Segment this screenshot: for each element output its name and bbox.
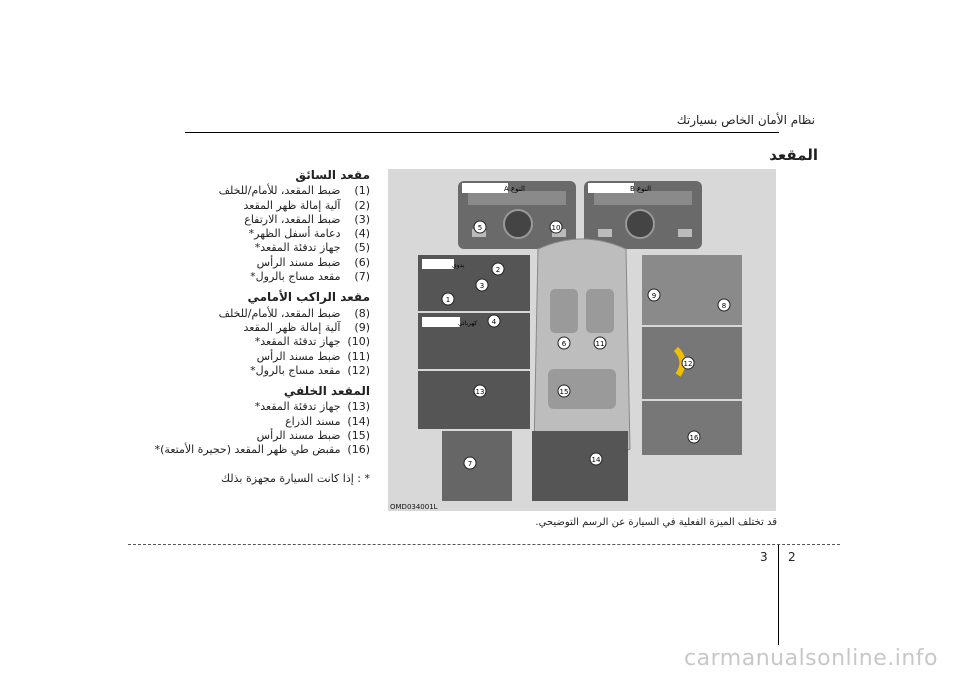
callout-number: 8 <box>721 302 727 310</box>
header-rule <box>185 132 779 133</box>
legend-item-number: (14) <box>347 414 370 428</box>
legend-item-number: (11) <box>347 349 370 363</box>
legend-item-label: ضبط مسند الرأس <box>256 255 341 269</box>
callout-number: 1 <box>445 296 451 304</box>
legend-item <box>120 321 370 335</box>
watermark: carmanualsonline.info <box>684 646 938 671</box>
callout-number: 9 <box>651 292 657 300</box>
legend-note: * : إذا كانت السيارة مجهزة بذلك <box>221 471 370 485</box>
callout-number: 6 <box>561 340 567 348</box>
seat-illustration <box>388 169 776 511</box>
callout-number: 11 <box>595 340 605 348</box>
legend-item-label: مقعد مساج بالرول* <box>250 270 341 284</box>
rear-door-panel <box>418 371 530 429</box>
callout-number: 2 <box>495 266 501 274</box>
running-header: نظام الأمان الخاص بسيارتك <box>676 113 815 127</box>
legend-list-driver <box>120 184 370 284</box>
legend-item <box>120 256 370 270</box>
legend-item <box>120 227 370 241</box>
legend-item-label: ضبط المقعد، الارتفاع <box>244 212 341 226</box>
legend-item-number: (5) <box>354 241 370 255</box>
legend-item-number: (15) <box>347 429 370 443</box>
callout-number: 15 <box>559 388 569 396</box>
legend-section-passenger: مقعد الراكب الأمامي <box>247 290 370 305</box>
callout-number: 4 <box>491 318 497 326</box>
legend-item <box>120 350 370 364</box>
legend-item <box>120 443 370 457</box>
legend-item-number: (16) <box>347 443 370 457</box>
callout-number: 16 <box>689 434 699 442</box>
legend-item <box>120 364 370 378</box>
manual-label: يدوي <box>452 262 465 269</box>
car-top-view <box>534 239 630 459</box>
seat-illustration-svg <box>388 169 776 511</box>
legend-item-label: جهاز تدفئة المقعد* <box>254 241 341 255</box>
trunk-panel <box>642 401 742 455</box>
legend-item-label: جهاز تدفئة المقعد* <box>254 335 341 349</box>
footer-dashed-rule <box>128 544 840 545</box>
legend-item-number: (7) <box>354 270 370 284</box>
legend-item <box>120 199 370 213</box>
legend-list-passenger <box>120 307 370 378</box>
legend-item-label: ضبط مسند الرأس <box>256 349 341 363</box>
legend-item-number: (2) <box>354 198 370 212</box>
figure-code: OMD034001L <box>390 503 438 511</box>
callout-number: 12 <box>683 360 693 368</box>
legend-item-number: (4) <box>354 227 370 241</box>
legend-item-number: (8) <box>354 306 370 320</box>
legend-item-label: مسند الذراع <box>285 414 341 428</box>
legend-section-driver: مقعد السائق <box>295 168 370 182</box>
legend-item-number: (12) <box>347 363 370 377</box>
legend-item <box>120 213 370 227</box>
legend-item <box>120 400 370 414</box>
footnote: قد تختلف الميزة الفعلية في السيارة عن الرسم التوضيحي. <box>535 517 777 528</box>
legend-item-label: مقعد مساج بالرول* <box>250 363 341 377</box>
seat-side-panel <box>442 431 512 501</box>
legend-item-label: دعامة أسفل الظهر* <box>248 227 341 241</box>
legend-item <box>120 184 370 198</box>
footer-vertical-rule <box>778 545 779 645</box>
legend-item-number: (6) <box>354 255 370 269</box>
legend-item-label: آلية إمالة ظهر المقعد <box>243 198 341 212</box>
chapter-number: 3 <box>760 550 768 564</box>
legend-item-label: آلية إمالة ظهر المقعد <box>243 320 341 334</box>
legend-item-number: (10) <box>347 335 370 349</box>
legend-list-rear <box>120 400 370 457</box>
callout-number: 14 <box>591 456 601 464</box>
legend-item <box>120 415 370 429</box>
legend <box>120 168 370 486</box>
callout-number: 10 <box>551 224 561 232</box>
armrest-panel <box>532 431 628 501</box>
legend-item-number: (1) <box>354 184 370 198</box>
type-b-label: النوع B <box>630 185 652 193</box>
legend-item <box>120 429 370 443</box>
legend-item-number: (13) <box>347 400 370 414</box>
callout-number: 13 <box>475 388 485 396</box>
callout-number: 3 <box>479 282 485 290</box>
legend-item <box>120 307 370 321</box>
legend-item-label: مقبض طي ظهر المقعد (حجيرة الأمتعة)* <box>154 443 341 457</box>
callout-number: 7 <box>467 460 473 468</box>
legend-item-number: (9) <box>354 320 370 334</box>
legend-item-number: (3) <box>354 212 370 226</box>
type-a-label-box <box>462 183 508 193</box>
electric-label: كهربائي <box>458 320 478 327</box>
legend-item-label: ضبط المقعد، للأمام/للخلف <box>218 306 341 320</box>
legend-item-label: ضبط المقعد، للأمام/للخلف <box>218 184 341 198</box>
legend-section-rear: المقعد الخلفي <box>283 384 370 399</box>
legend-item <box>120 270 370 284</box>
page-heading: المقعد <box>769 146 818 164</box>
legend-item-label: ضبط مسند الرأس <box>256 429 341 443</box>
legend-item <box>120 241 370 255</box>
callout-number: 5 <box>477 224 483 232</box>
legend-item <box>120 335 370 349</box>
type-a-label: النوع A <box>504 185 526 193</box>
type-b-label-box <box>588 183 634 193</box>
legend-item-label: جهاز تدفئة المقعد* <box>254 400 341 414</box>
page-number: 2 <box>788 550 796 564</box>
